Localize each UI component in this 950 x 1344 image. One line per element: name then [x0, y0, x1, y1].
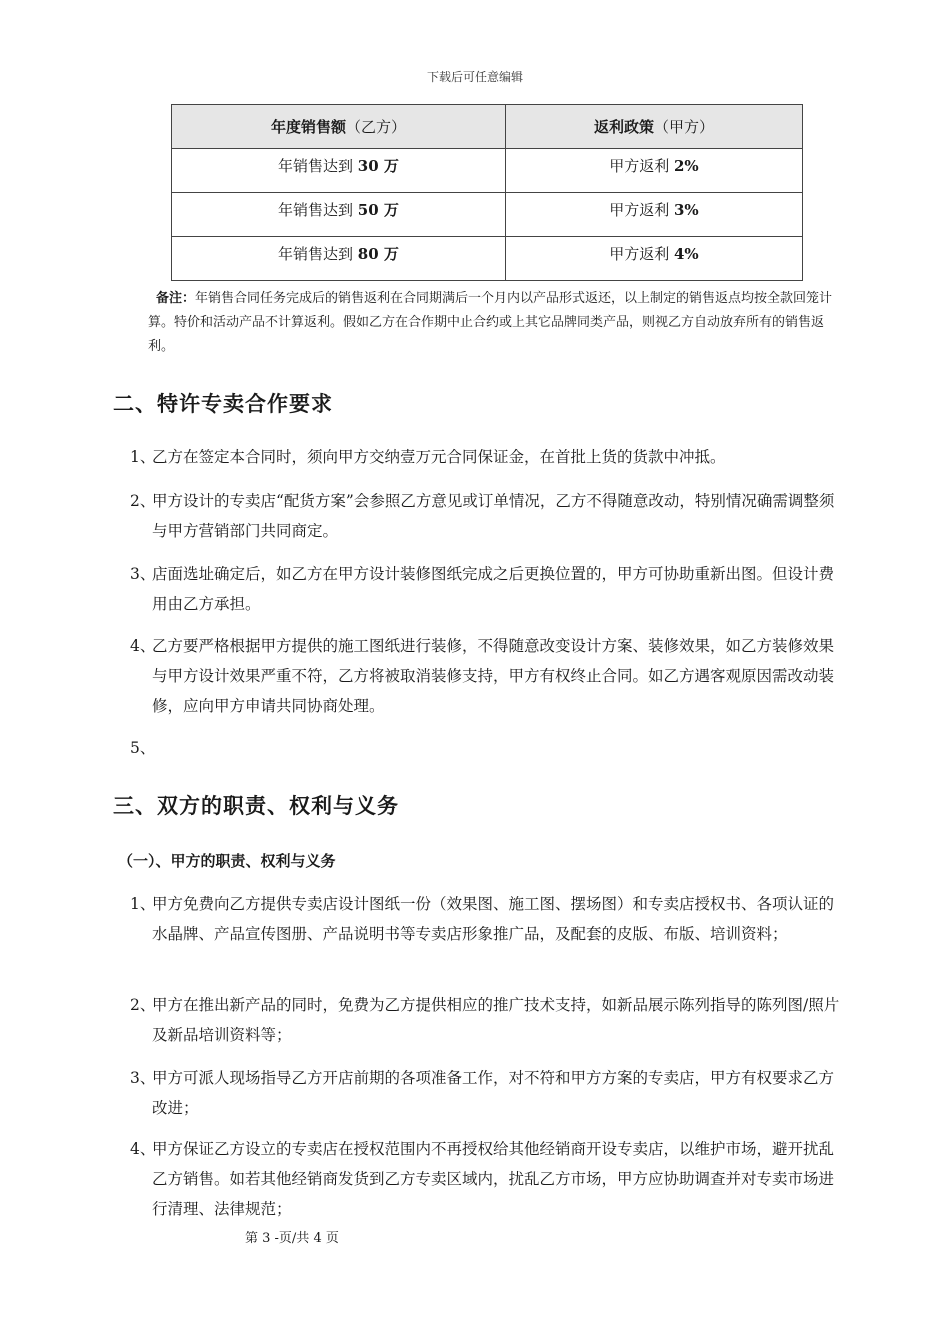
list-item: 4、 甲方保证乙方设立的专卖店在授权范围内不再授权给其他经销商开设专卖店，以维护市场，避开扰乱乙方销售。如若其他经销商发货到乙方专卖区域内，扰乱乙方市场，甲方应协助调查并对专卖市场进行清理、法律规范； — [130, 1140, 835, 1218]
section2-title: 二、特许专卖合作要求 — [113, 391, 333, 416]
list-item: 3、 甲方可派人现场指导乙方开店前期的各项准备工作，对不符和甲方方案的专卖店，甲方有权要求乙方改进； — [130, 1069, 835, 1117]
rebate-cell: 甲方返利 3% — [505, 193, 802, 237]
header-rebate-policy: 返利政策（甲方） — [505, 105, 802, 149]
section3-subtitle: （一）、甲方的职责、权利与义务 — [118, 852, 336, 870]
list-item: 2、 甲方设计的专卖店“配货方案”会参照乙方意见或订单情况，乙方不得随意改动，特别情况确需调整须与甲方营销部门共同商定。 — [130, 492, 835, 540]
section3-title: 三、双方的职责、权利与义务 — [113, 793, 399, 818]
header-note: 下载后可任意编辑 — [426, 70, 523, 84]
list-item: 4、 乙方要严格根据甲方提供的施工图纸进行装修，不得随意改变设计方案、装修效果，如乙方装修效果与甲方设计效果严重不符，乙方将被取消装修支持，甲方有权终止合同。如乙方遇客观原因需改动装修，应向甲方申请共同协商处理。 — [130, 637, 835, 715]
rebate-cell: 甲方返利 2% — [505, 149, 802, 193]
sales-cell: 年销售达到 50 万 — [172, 193, 506, 237]
table-row — [172, 237, 803, 281]
sales-cell: 年销售达到 80 万 — [172, 237, 506, 281]
table-row — [172, 193, 803, 237]
rebate-cell: 甲方返利 4% — [505, 237, 802, 281]
note-label: 备注： — [156, 291, 196, 306]
list-item: 2、 甲方在推出新产品的同时，免费为乙方提供相应的推广技术支持，如新品展示陈列指导的陈列图/照片及新品培训资料等； — [130, 996, 840, 1044]
header-annual-sales: 年度销售额（乙方） — [172, 105, 506, 149]
table-header-row — [172, 105, 803, 149]
table-note — [148, 287, 844, 359]
note-text: 年销售合同任务完成后的销售返利在合同期满后一个月内以产品形式返还，以上制定的销售返点均按全款回笼计算。特价和活动产品不计算返利。假如乙方在合作期中止合约或上其它品牌同类产品，则视乙方自动放弃所有的销售返利。 — [148, 291, 833, 354]
page-footer: 第 3 -页/共 4 页 — [245, 1231, 339, 1246]
rebate-table — [171, 104, 803, 281]
list-item: 1、 乙方在签定本合同时，须向甲方交纳壹万元合同保证金，在首批上货的货款中冲抵。 — [130, 448, 726, 466]
list-item: 3、 店面选址确定后，如乙方在甲方设计装修图纸完成之后更换位置的，甲方可协助重新出图。但设计费用由乙方承担。 — [130, 565, 835, 613]
table-row — [172, 149, 803, 193]
sales-cell: 年销售达到 30 万 — [172, 149, 506, 193]
list-item: 1、 甲方免费向乙方提供专卖店设计图纸一份（效果图、施工图、摆场图）和专卖店授权书、各项认证的水晶牌、产品宣传图册、产品说明书等专卖店形象推广品，及配套的皮版、布版、培训资料； — [130, 895, 835, 943]
